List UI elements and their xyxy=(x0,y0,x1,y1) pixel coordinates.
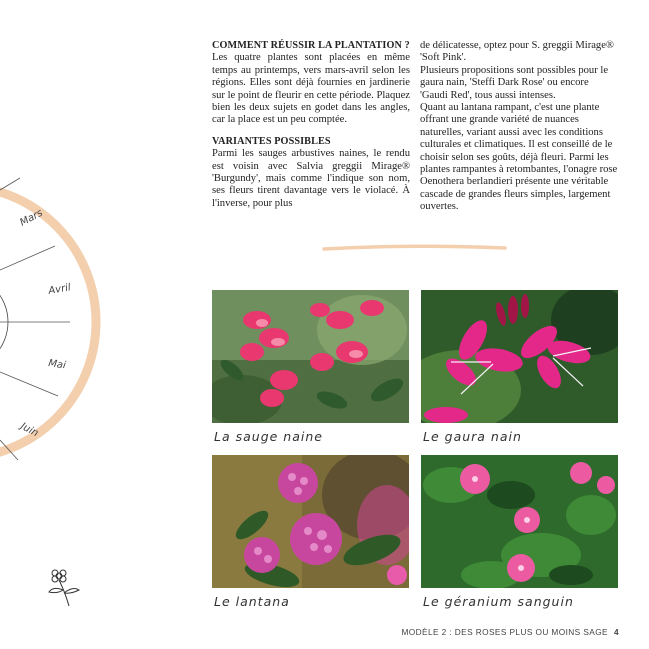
paragraph-variantes: Parmi les sauges arbustives naines, le rendu est voisin avec Salvia greggii Mirage® 'Burgundy', mais comme l'indique son nom, ses fleurs tirent davantage vers le violacé. À l'inverse, pour plus xyxy=(212,148,410,209)
section-heading-variantes: VARIANTES POSSIBLES xyxy=(212,135,331,147)
photo-sauge-naine xyxy=(212,290,409,423)
photo-geranium-sanguin xyxy=(421,455,618,588)
paragraph-gaura: Plusieurs propositions sont possibles pour le gaura nain, 'Steffi Dark Rose' ou encore 'Gaudi Red', tous aussi intenses. xyxy=(420,64,609,101)
paragraph-lantana: Quant au lantana rampant, c'est une plante offrant une grande variété de nuances naturelles, variant aussi avec les conditions culturales et climatiques. Il est conseillé de le choisir selon ses goûts, déjà fleuri. Parmi les plantes rampantes à retombantes, l'onagre rose Oenothera berlandieri présente une véritable cascade de grandes fleurs simples, largement ouvertes. xyxy=(420,102,618,213)
text-column-right xyxy=(420,40,618,214)
section-heading-plantation: COMMENT RÉUSSIR LA PLANTATION ? xyxy=(212,40,410,51)
month-label-mai: Mai xyxy=(47,358,67,372)
flower-sprig-icon xyxy=(45,566,85,608)
caption-geranium-sanguin: Le géranium sanguin xyxy=(423,594,574,609)
photo-lantana xyxy=(212,455,409,588)
photo-gaura-nain xyxy=(421,290,618,423)
paragraph-soft-pink: de délicatesse, optez pour S. greggii Mirage® 'Soft Pink'. xyxy=(420,40,614,64)
month-label-avril: Avril xyxy=(47,282,72,297)
caption-sauge-naine: La sauge naine xyxy=(214,429,323,444)
month-wheel xyxy=(0,0,110,520)
caption-gaura-nain: Le gaura nain xyxy=(423,429,522,444)
month-label-mars: Mars xyxy=(18,207,45,229)
paragraph-plantation: Les quatre plantes sont placées en même temps au printemps, vers mars-avril selon les régions. Elles sont déjà fournies en jardinerie sur le point de fleurir en cette période. Plaquez bien les deux sujets en godet dans les angles, car la place est un peu comptée. xyxy=(212,52,410,126)
page-footer xyxy=(402,627,620,637)
decorative-divider xyxy=(322,243,507,253)
month-label-juin: Juin xyxy=(18,420,41,440)
page-number: 4 xyxy=(613,627,619,637)
footer-chapter-title: MODÈLE 2 : DES ROSES PLUS OU MOINS SAGE xyxy=(401,627,608,637)
caption-lantana: Le lantana xyxy=(214,594,290,609)
text-column-left xyxy=(212,40,410,210)
